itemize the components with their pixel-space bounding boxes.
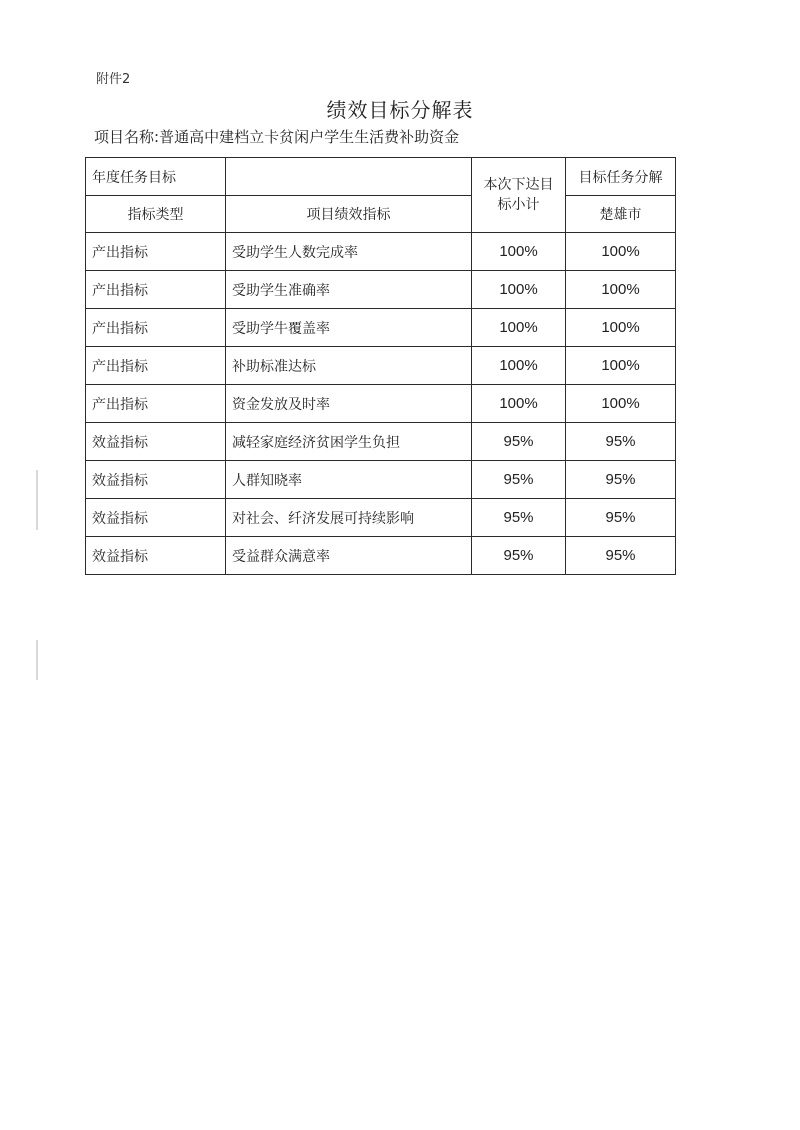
- region-value: 100%: [601, 357, 640, 374]
- region-value-cell: [566, 499, 676, 537]
- indicator-type-cell: [86, 271, 226, 309]
- region-value: 95%: [605, 547, 636, 564]
- scan-edge-mark: [36, 640, 38, 680]
- indicator-type: 效益指标: [92, 434, 148, 451]
- indicator-type-cell: [86, 461, 226, 499]
- indicator-name: 对社会、纤济发展可持续影响: [232, 510, 414, 527]
- region-value-cell: [566, 423, 676, 461]
- region-value: 95%: [605, 509, 636, 526]
- region-header-cell: [566, 196, 676, 233]
- region-value-cell: [566, 347, 676, 385]
- indicator-type: 效益指标: [92, 510, 148, 527]
- annual-goal-value-cell: [226, 158, 472, 196]
- subtotal-value-cell: [472, 461, 566, 499]
- subtotal-value: 100%: [499, 357, 538, 374]
- subtotal-value-cell: [472, 423, 566, 461]
- indicator-name: 受益群众满意率: [232, 548, 330, 565]
- indicator-type: 效益指标: [92, 472, 148, 489]
- indicator-header: 项目绩效指标: [306, 207, 391, 223]
- indicator-name: 受助学牛覆盖率: [232, 320, 330, 337]
- indicator-header-cell: [226, 196, 472, 233]
- project-name-line: [94, 126, 459, 147]
- indicator-type-cell: [86, 423, 226, 461]
- region-value: 95%: [605, 471, 636, 488]
- subtotal-value: 100%: [499, 319, 538, 336]
- indicator-name: 资金发放及时率: [232, 396, 330, 413]
- region-value-cell: [566, 271, 676, 309]
- indicator-name-cell: [226, 271, 472, 309]
- indicator-name: 受助学生准确率: [232, 282, 330, 299]
- annual-goal-label: 年度任务目标: [92, 169, 176, 186]
- indicator-name: 人群知晓率: [232, 472, 302, 489]
- table-row: [86, 347, 676, 385]
- table-body: [86, 233, 676, 575]
- table-row: [86, 537, 676, 575]
- indicator-name-cell: [226, 423, 472, 461]
- subtotal-value-cell: [472, 537, 566, 575]
- subtotal-value: 95%: [503, 547, 534, 564]
- indicator-type-header-cell: [86, 196, 226, 233]
- project-name: 普通高中建档立卡贫闲户学生生活费补助资金: [159, 128, 460, 146]
- subtotal-value-cell: [472, 233, 566, 271]
- indicator-type: 产出指标: [92, 396, 148, 413]
- decomposition-header-cell: [566, 158, 676, 196]
- indicator-name: 补助标准达标: [232, 358, 316, 375]
- region-value: 100%: [601, 243, 640, 260]
- indicator-name-cell: [226, 309, 472, 347]
- indicator-type-cell: [86, 537, 226, 575]
- indicator-type-cell: [86, 309, 226, 347]
- table-row: [86, 233, 676, 271]
- subtotal-value-cell: [472, 309, 566, 347]
- subtotal-value: 100%: [499, 395, 538, 412]
- region-value: 95%: [605, 433, 636, 450]
- header-row-1: [86, 158, 676, 196]
- region-value: 100%: [601, 319, 640, 336]
- indicator-name-cell: [226, 461, 472, 499]
- indicator-type-cell: [86, 499, 226, 537]
- region-value: 100%: [601, 281, 640, 298]
- annual-goal-label-cell: [86, 158, 226, 196]
- table-row: [86, 423, 676, 461]
- table-row: [86, 461, 676, 499]
- header-row-2: [86, 196, 676, 233]
- table-row: [86, 271, 676, 309]
- scan-edge-mark: [36, 470, 38, 530]
- indicator-name: 受助学生人数完成率: [232, 244, 358, 261]
- table-row: [86, 385, 676, 423]
- region-value-cell: [566, 309, 676, 347]
- region-value: 100%: [601, 395, 640, 412]
- table-row: [86, 499, 676, 537]
- subtotal-value-cell: [472, 271, 566, 309]
- document-title: 绩效目标分解表: [326, 98, 474, 122]
- region-value-cell: [566, 233, 676, 271]
- table-row: [86, 309, 676, 347]
- indicator-type: 产出指标: [92, 282, 148, 299]
- attachment-label: 附件2: [96, 72, 131, 87]
- subtotal-value: 100%: [499, 243, 538, 260]
- indicator-type: 产出指标: [92, 244, 148, 261]
- indicator-type-cell: [86, 385, 226, 423]
- subtotal-value-cell: [472, 347, 566, 385]
- indicator-type-cell: [86, 347, 226, 385]
- region-header: 楚雄市: [599, 207, 642, 223]
- subtotal-value: 95%: [503, 471, 534, 488]
- subtotal-value: 95%: [503, 509, 534, 526]
- subtotal-value: 95%: [503, 433, 534, 450]
- indicator-name-cell: [226, 499, 472, 537]
- indicator-type: 产出指标: [92, 358, 148, 375]
- region-value-cell: [566, 461, 676, 499]
- indicator-name-cell: [226, 233, 472, 271]
- indicator-type: 效益指标: [92, 548, 148, 565]
- indicator-name-cell: [226, 537, 472, 575]
- subtotal-value-cell: [472, 499, 566, 537]
- region-value-cell: [566, 385, 676, 423]
- performance-goal-table: [85, 157, 676, 575]
- subtotal-value-cell: [472, 385, 566, 423]
- indicator-type: 产出指标: [92, 320, 148, 337]
- indicator-type-header: 指标类型: [127, 207, 184, 223]
- indicator-type-cell: [86, 233, 226, 271]
- decomposition-header: 目标任务分解: [578, 169, 663, 186]
- indicator-name-cell: [226, 347, 472, 385]
- project-label: 项目名称:: [94, 128, 160, 146]
- indicator-name: 减轻家庭经济贫困学生负担: [232, 434, 400, 451]
- subtotal-value: 100%: [499, 281, 538, 298]
- region-value-cell: [566, 537, 676, 575]
- subtotal-header-cell: [472, 158, 566, 233]
- indicator-name-cell: [226, 385, 472, 423]
- subtotal-header: 本次下达目标小计: [483, 177, 554, 213]
